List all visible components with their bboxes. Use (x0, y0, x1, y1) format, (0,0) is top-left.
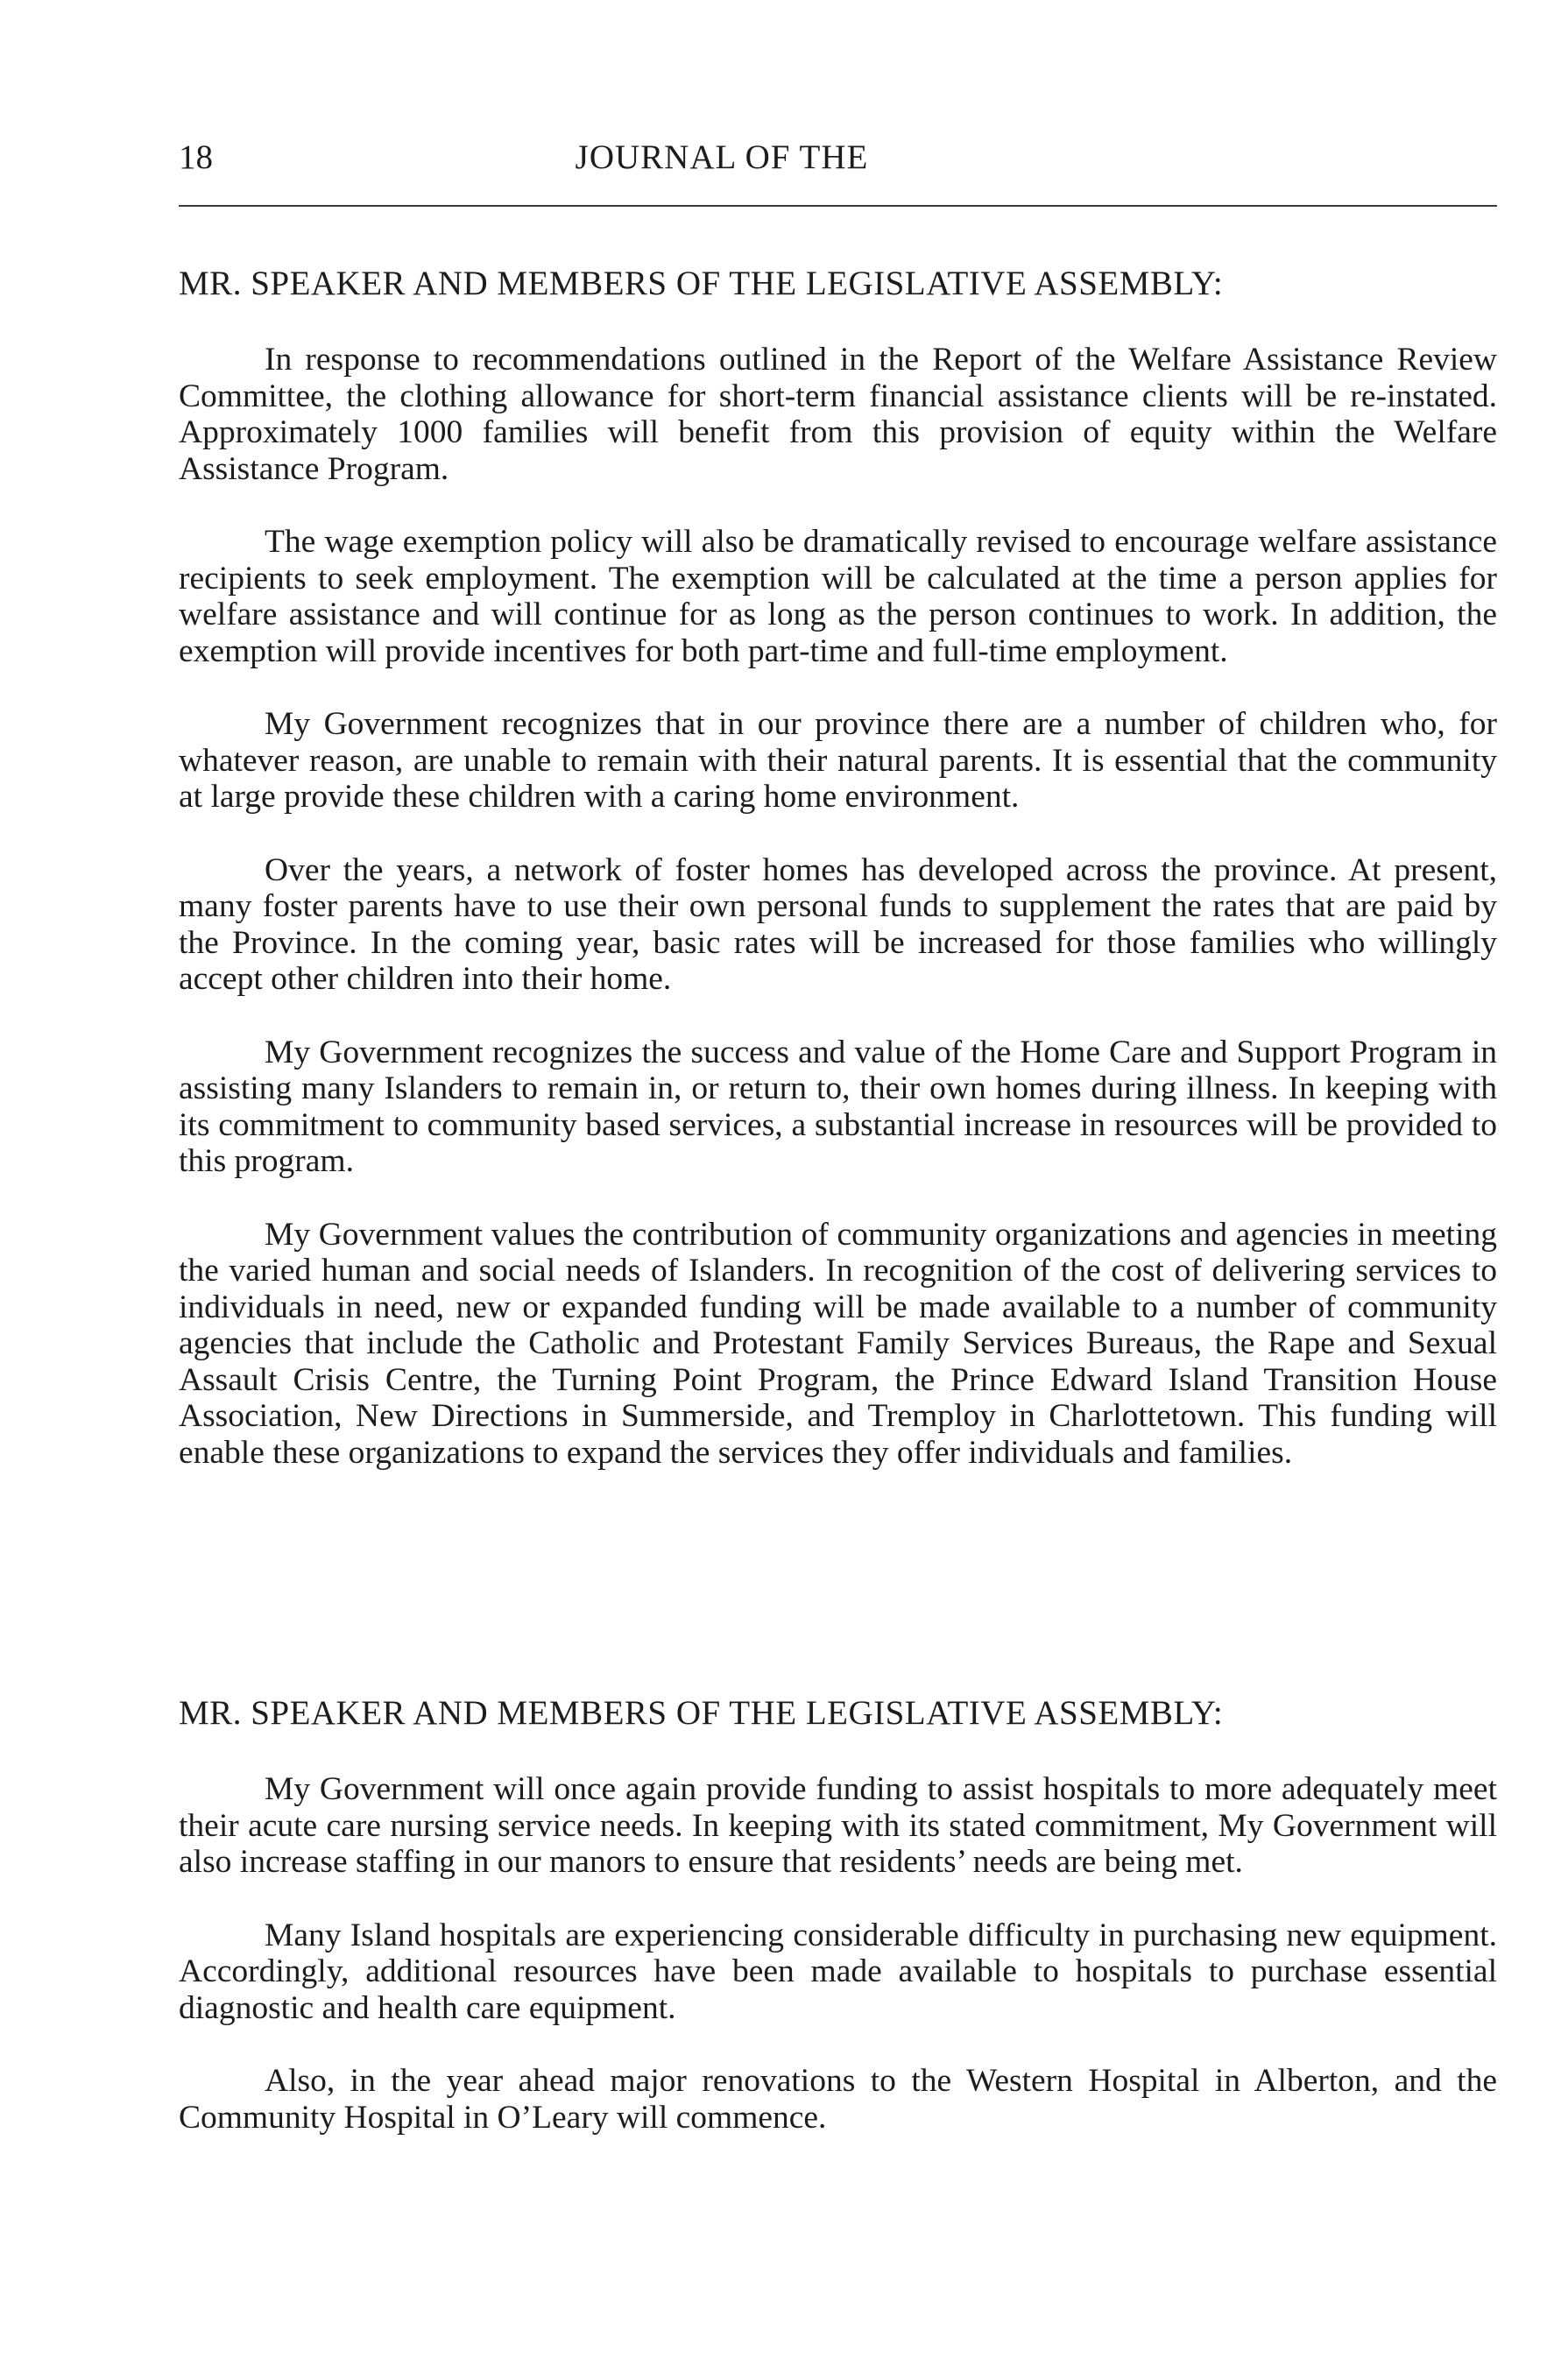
section-address-1 (179, 263, 1497, 1508)
running-header (179, 131, 1497, 184)
paragraph-hospital-funding: My Government will once again provide funding to assist hospitals to more adequately meet their acute care nursing service needs. In keeping with its stated commitment, My Government will also increase staffing in our manors to ensure that residents’ needs are being met. (179, 1771, 1497, 1880)
paragraph-home-care: My Government recognizes the success and value of the Home Care and Support Program in assisting many Islanders to remain in, or return to, their own homes during illness. In keeping with its commitment to community based services, a substantial increase in resources will be provided to this program. (179, 1034, 1497, 1179)
paragraph-clothing-allowance: In response to recommendations outlined in the Report of the Welfare Assistance Review Committee, the clothing allowance for short-term financial assistance clients will be re-instated. Approximately 1000 families will benefit from this provision of equity within the Welfare Assistance Program. (179, 342, 1497, 487)
page-number: 18 (179, 138, 213, 176)
section-heading: MR. SPEAKER AND MEMBERS OF THE LEGISLATIVE ASSEMBLY: (179, 1694, 1224, 1732)
paragraph-hospital-renovations: Also, in the year ahead major renovations to the Western Hospital in Alberton, and the Community Hospital in O’Leary will commence. (179, 2063, 1497, 2136)
paragraph-wage-exemption: The wage exemption policy will also be dramatically revised to encourage welfare assistance recipients to seek employment. The exemption will be calculated at the time a person applies for welfare assistance and will continue for as long as the person continues to work. In addition, the exemption will provide incentives for both part-time and full-time employment. (179, 524, 1497, 669)
journal-title: JOURNAL OF THE (575, 138, 869, 176)
section-heading: MR. SPEAKER AND MEMBERS OF THE LEGISLATIVE ASSEMBLY: (179, 265, 1224, 302)
document-page (179, 0, 1497, 2380)
paragraph-hospital-equipment: Many Island hospitals are experiencing considerable difficulty in purchasing new equipment. Accordingly, additional resources have been made available to hospitals to purchase essential diagnostic and health care equipment. (179, 1917, 1497, 2026)
header-rule (179, 205, 1497, 207)
paragraph-foster-homes: Over the years, a network of foster homes has developed across the province. At present, many foster parents have to use their own personal funds to supplement the rates that are paid by the Province. In the coming year, basic rates will be increased for those families who willingly accept other children into their home. (179, 851, 1497, 997)
section-address-2 (179, 1692, 1497, 2172)
paragraph-community-agencies: My Government values the contribution of community organizations and agencies in meeting the varied human and social needs of Islanders. In recognition of the cost of delivering services to individuals in need, new or expanded funding will be made available to a number of community agencies that include the Catholic and Protestant Family Services Bureaus, the Rape and Sexual Assault Crisis Centre, the Turning Point Program, the Prince Edward Island Transition House Association, New Directions in Summerside, and Tremploy in Charlottetown. This funding will enable these organizations to expand the services they offer individuals and families. (179, 1216, 1497, 1471)
paragraph-children-care: My Government recognizes that in our province there are a number of children who, for whatever reason, are unable to remain with their natural parents. It is essential that the community at large provide these children with a caring home environment. (179, 706, 1497, 815)
